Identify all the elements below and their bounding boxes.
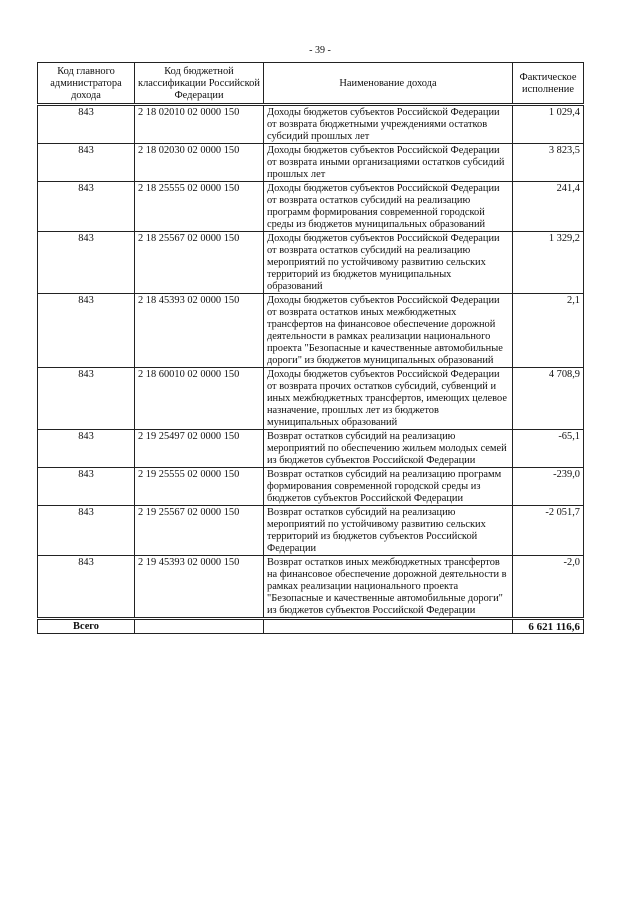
admin-code-cell: 843	[38, 430, 135, 468]
amount-cell: 1 329,2	[513, 232, 584, 294]
admin-code-cell: 843	[38, 232, 135, 294]
admin-code-cell: 843	[38, 182, 135, 232]
table-row	[38, 294, 584, 368]
amount-cell: 1 029,4	[513, 105, 584, 144]
budget-code-cell: 2 18 45393 02 0000 150	[135, 294, 264, 368]
budget-code-cell: 2 18 60010 02 0000 150	[135, 368, 264, 430]
revenue-name-cell: Доходы бюджетов субъектов Российской Федерации от возврата остатков иных межбюджетных трансфертов на финансовое обеспечение дорожной деятельности в рамках реализации национального проекта "Безопасные и качественные автомобильные дороги" из бюджетов муниципальных образований	[264, 294, 513, 368]
admin-code-cell: 843	[38, 506, 135, 556]
amount-cell: -2 051,7	[513, 506, 584, 556]
revenue-name-cell: Возврат остатков субсидий на реализацию мероприятий по обеспечению жильем молодых семей из бюджетов субъектов Российской Федерации	[264, 430, 513, 468]
budget-code-cell: 2 18 02010 02 0000 150	[135, 105, 264, 144]
page-number: - 39 -	[309, 45, 331, 56]
amount-cell: 2,1	[513, 294, 584, 368]
table-row	[38, 232, 584, 294]
table-row	[38, 182, 584, 232]
budget-code-cell: 2 18 25567 02 0000 150	[135, 232, 264, 294]
amount-cell: 3 823,5	[513, 144, 584, 182]
revenue-table	[37, 62, 584, 634]
revenue-name-cell: Доходы бюджетов субъектов Российской Федерации от возврата остатков субсидий на реализацию программ формирования современной городской среды из бюджетов муниципальных образований	[264, 182, 513, 232]
amount-cell: -2,0	[513, 556, 584, 619]
admin-code-cell: 843	[38, 368, 135, 430]
revenue-name-cell: Возврат остатков субсидий на реализацию программ формирования современной городской среды из бюджетов субъектов Российской Федерации	[264, 468, 513, 506]
total-label: Всего	[38, 619, 135, 634]
table-header-row	[38, 63, 584, 105]
amount-cell: 4 708,9	[513, 368, 584, 430]
amount-cell: 241,4	[513, 182, 584, 232]
admin-code-cell: 843	[38, 468, 135, 506]
budget-code-cell: 2 19 25567 02 0000 150	[135, 506, 264, 556]
revenue-name-cell: Возврат остатков иных межбюджетных трансфертов на финансовое обеспечение дорожной деятельности в рамках реализации национального проекта "Безопасные и качественные автомобильные дороги" из бюджетов субъектов Российской Федерации	[264, 556, 513, 619]
revenue-name-cell: Доходы бюджетов субъектов Российской Федерации от возврата иными организациями остатков субсидий прошлых лет	[264, 144, 513, 182]
revenue-name-cell: Доходы бюджетов субъектов Российской Федерации от возврата бюджетными учреждениями остатков субсидий прошлых лет	[264, 105, 513, 144]
header-admin-code: Код главного администратора дохода	[38, 63, 135, 105]
revenue-name-cell: Доходы бюджетов субъектов Российской Федерации от возврата остатков субсидий на реализацию мероприятий по устойчивому развитию сельских территорий из бюджетов муниципальных образований	[264, 232, 513, 294]
total-empty-code	[135, 619, 264, 634]
admin-code-cell: 843	[38, 105, 135, 144]
total-row	[38, 619, 584, 634]
revenue-name-cell: Возврат остатков субсидий на реализацию мероприятий по устойчивому развитию сельских территорий из бюджетов субъектов Российской Федерации	[264, 506, 513, 556]
admin-code-cell: 843	[38, 556, 135, 619]
budget-code-cell: 2 18 02030 02 0000 150	[135, 144, 264, 182]
table-row	[38, 430, 584, 468]
revenue-name-cell: Доходы бюджетов субъектов Российской Федерации от возврата прочих остатков субсидий, субвенций и иных межбюджетных трансфертов, имеющих целевое назначение, прошлых лет из бюджетов муниципальных образований	[264, 368, 513, 430]
admin-code-cell: 843	[38, 294, 135, 368]
table-row	[38, 468, 584, 506]
amount-cell: -239,0	[513, 468, 584, 506]
total-amount: 6 621 116,6	[513, 619, 584, 634]
table-row	[38, 506, 584, 556]
header-revenue-name: Наименование дохода	[264, 63, 513, 105]
budget-code-cell: 2 19 25497 02 0000 150	[135, 430, 264, 468]
budget-code-cell: 2 18 25555 02 0000 150	[135, 182, 264, 232]
table-row	[38, 144, 584, 182]
header-actual-execution: Фактическое исполнение	[513, 63, 584, 105]
budget-code-cell: 2 19 25555 02 0000 150	[135, 468, 264, 506]
admin-code-cell: 843	[38, 144, 135, 182]
table-row	[38, 368, 584, 430]
header-budget-code: Код бюджетной классификации Российской Федерации	[135, 63, 264, 105]
budget-code-cell: 2 19 45393 02 0000 150	[135, 556, 264, 619]
amount-cell: -65,1	[513, 430, 584, 468]
table-row	[38, 105, 584, 144]
table-row	[38, 556, 584, 619]
total-empty-name	[264, 619, 513, 634]
